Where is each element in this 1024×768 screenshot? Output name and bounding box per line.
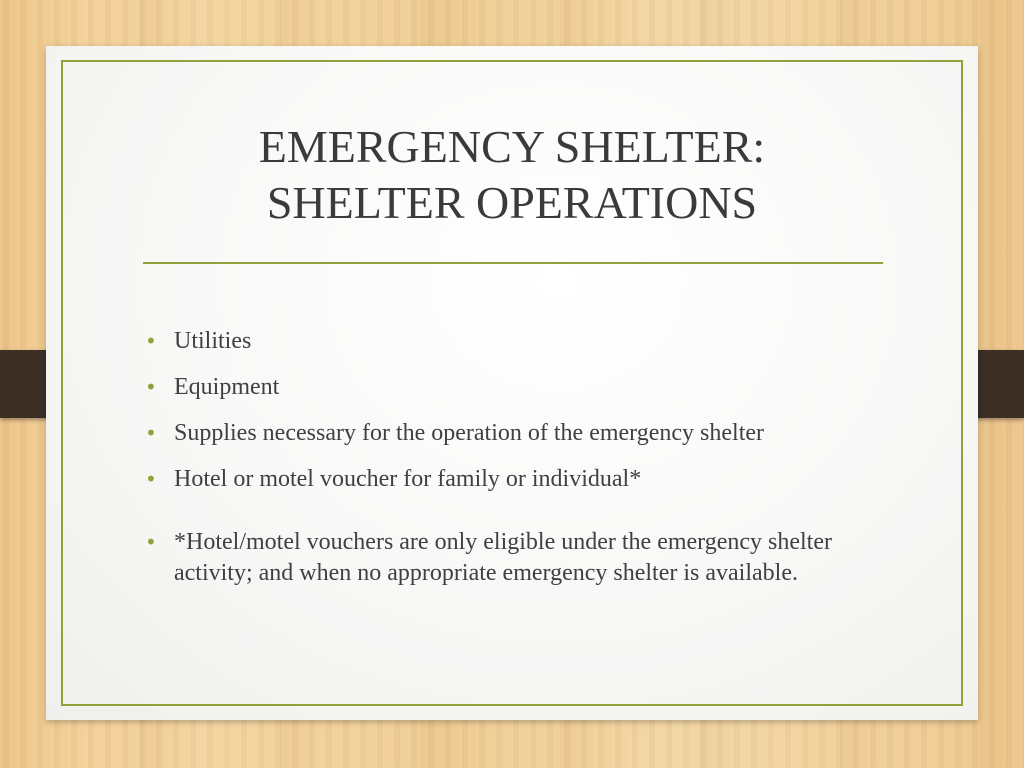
slide-title-line-2: SHELTER OPERATIONS [266,177,758,228]
slide-paper [46,46,978,720]
slide-title [46,119,978,231]
bullet-text: Hotel or motel voucher for family or individual* [174,466,642,492]
bullet-text: Equipment [174,374,280,400]
title-divider [143,262,883,264]
bullet-icon: • [145,467,157,491]
bullet-list [143,326,883,604]
bullet-text: Utilities [174,328,252,354]
slide-title-line-1: EMERGENCY SHELTER: [258,121,766,172]
bullet-icon: • [145,329,157,353]
bullet-item-footnote [143,527,883,589]
bullet-icon: • [145,421,157,445]
bullet-item [143,372,883,403]
bullet-text: *Hotel/motel vouchers are only eligible under the emergency shelter activity; and when no appropriate emergency shelter is available. [174,529,832,586]
bullet-icon: • [145,530,157,554]
bullet-text: Supplies necessary for the operation of the emergency shelter [174,420,765,446]
bullet-item [143,418,883,449]
bullet-icon: • [145,375,157,399]
bullet-item [143,464,883,495]
bullet-item [143,326,883,357]
